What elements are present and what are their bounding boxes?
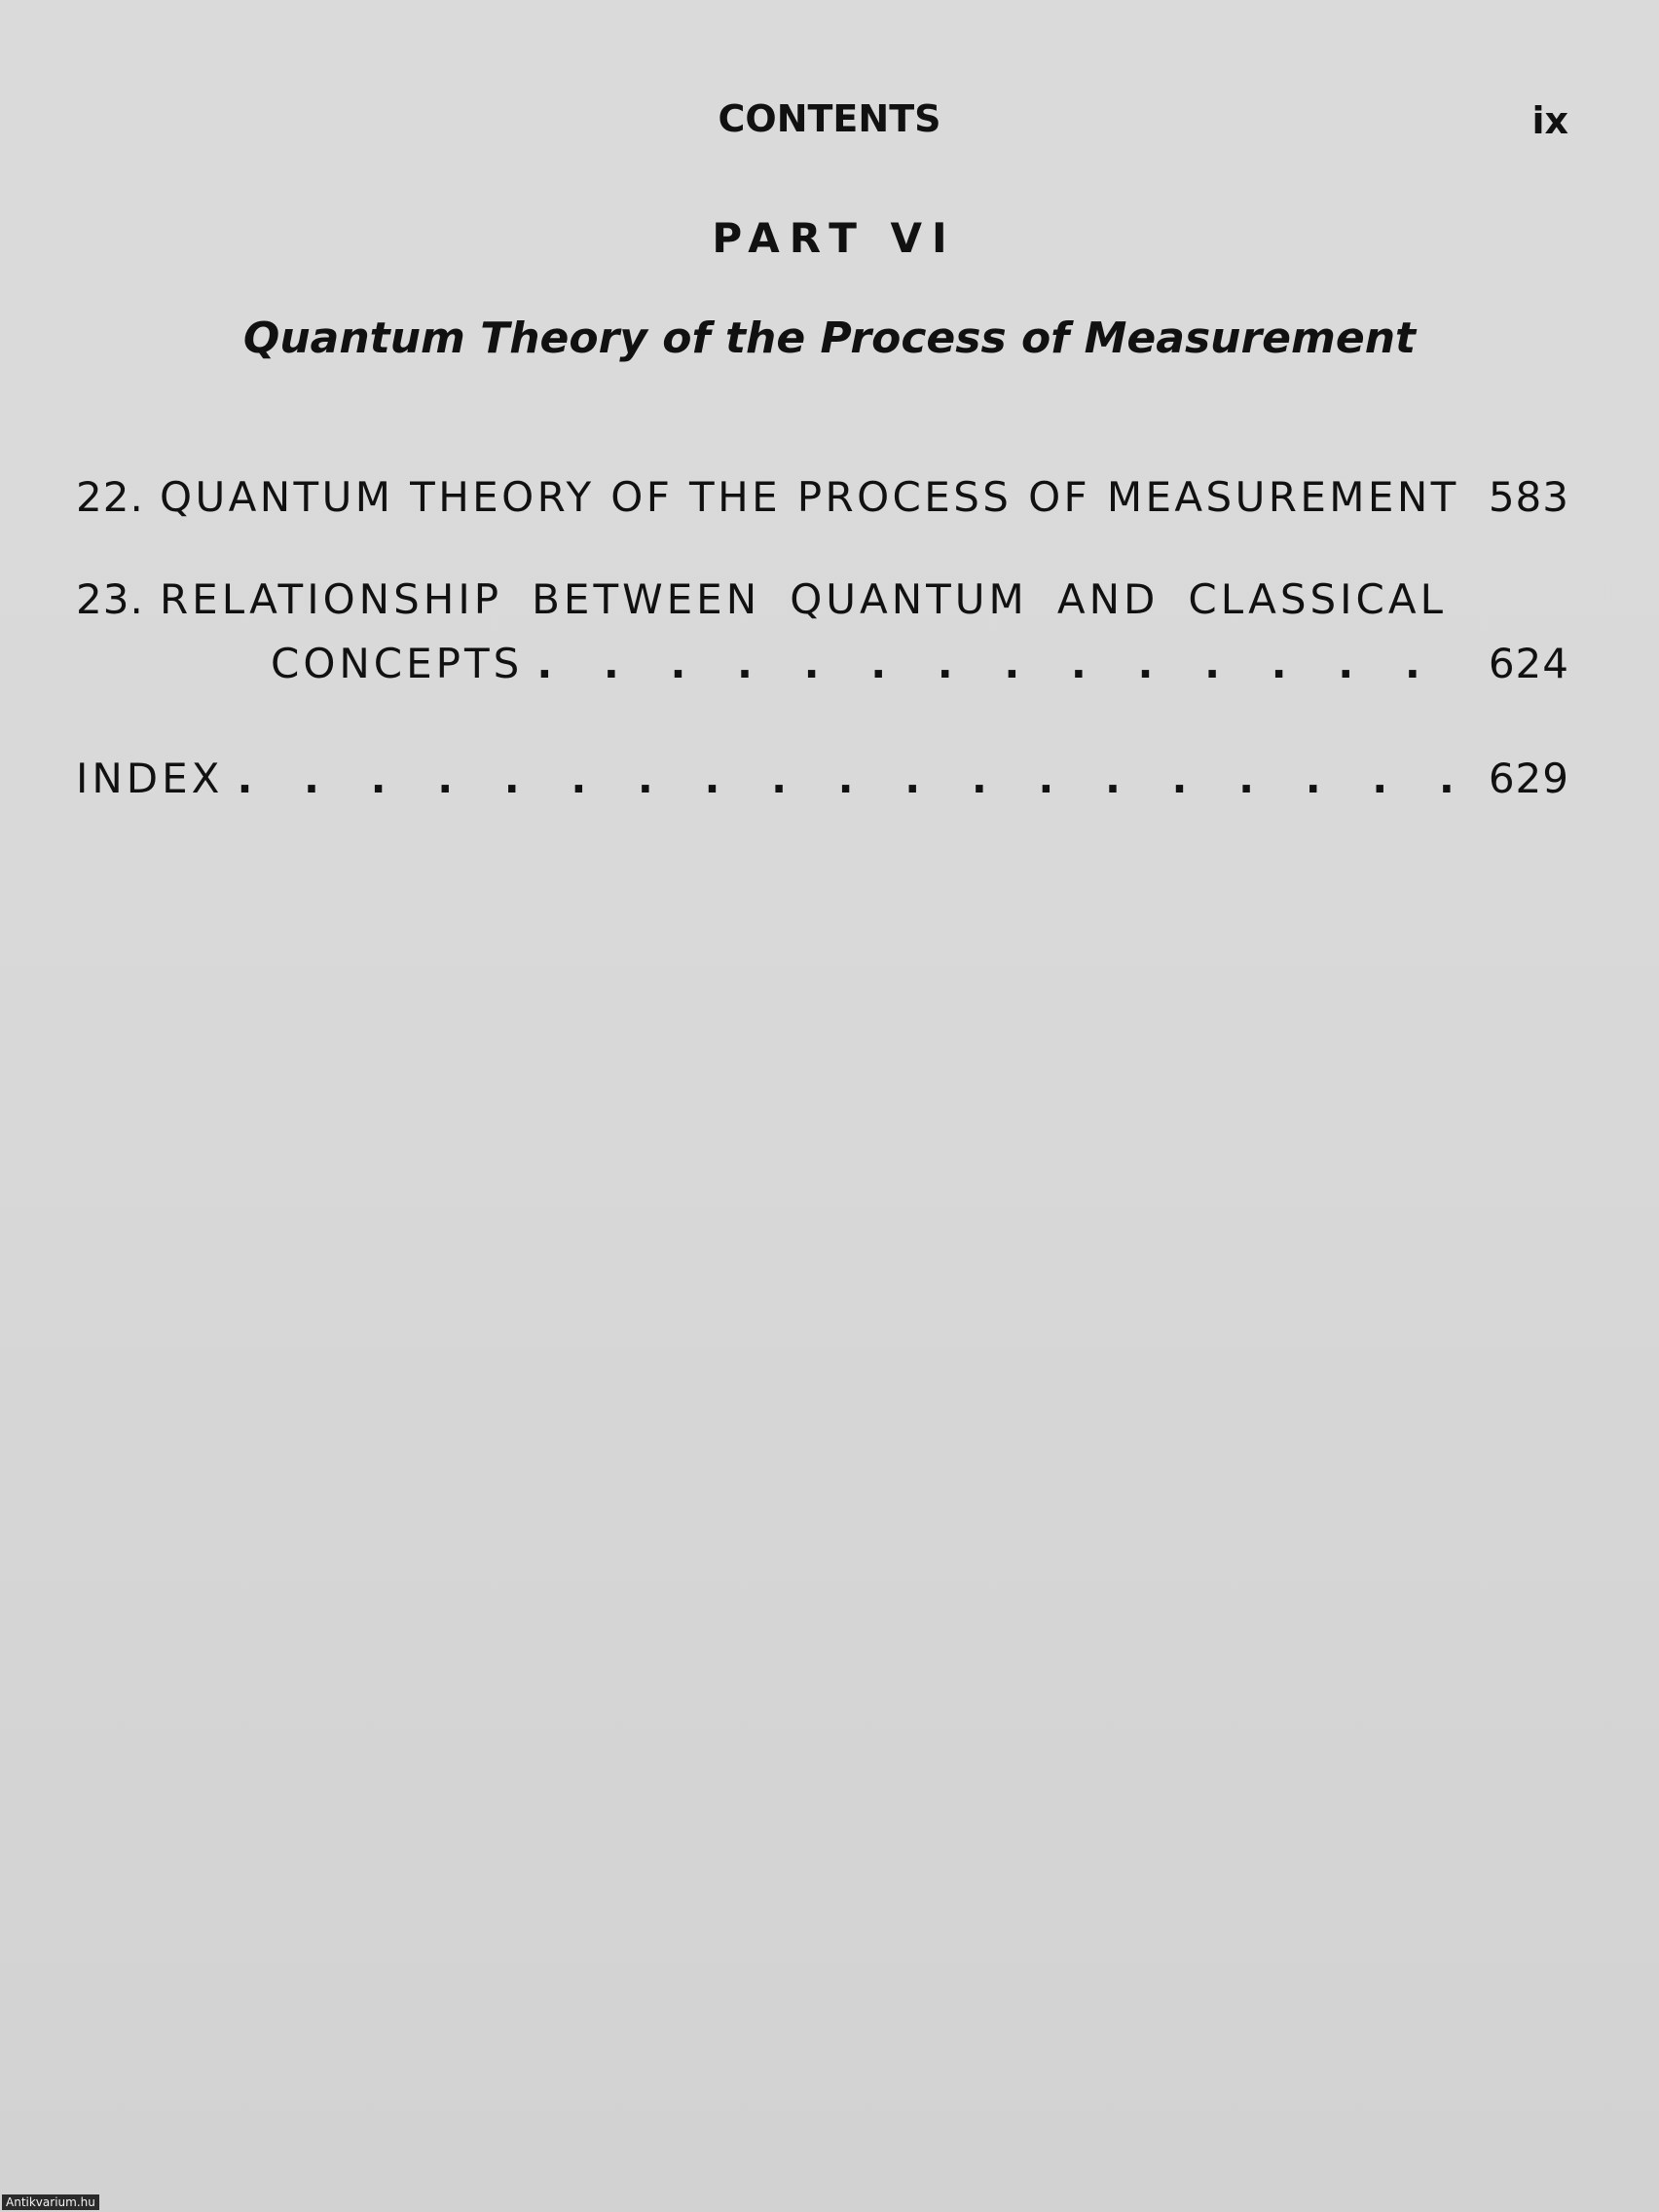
toc-entry-22 [76,473,1569,521]
title-word: BETWEEN [532,575,761,623]
title-word: CLASSICAL [1188,575,1447,623]
part-title: Quantum Theory of the Process of Measurement [242,313,1417,363]
toc-entry-title: QUANTUM THEORY OF THE PROCESS OF MEASUREMENT [160,473,1459,521]
toc-entry-23 [76,575,1569,623]
toc-entry-page: 624 [1488,640,1569,687]
title-word: QUANTUM [790,575,1028,623]
toc-entry-title-line2: CONCEPTS [271,640,524,687]
page-number: ix [1531,99,1568,142]
toc-entry-title-line1 [160,575,1482,623]
watermark-credit: Antikvarium.hu [2,2194,99,2210]
title-word: RELATIONSHIP [160,575,503,623]
toc-entry-number: 23. [76,575,144,623]
toc-entry-page: 583 [1488,473,1569,521]
part-heading: PART VI [712,214,957,262]
toc-entry-number: 22. [76,473,144,521]
toc-entry-23-continued [76,640,1569,687]
toc-index-page: 629 [1488,755,1569,802]
dot-leaders [536,640,1455,687]
running-head: CONTENTS [718,97,941,140]
toc-entry-index [76,755,1569,802]
title-word: AND [1056,575,1160,623]
dot-leaders [237,755,1455,802]
toc-index-title: INDEX [76,755,224,802]
